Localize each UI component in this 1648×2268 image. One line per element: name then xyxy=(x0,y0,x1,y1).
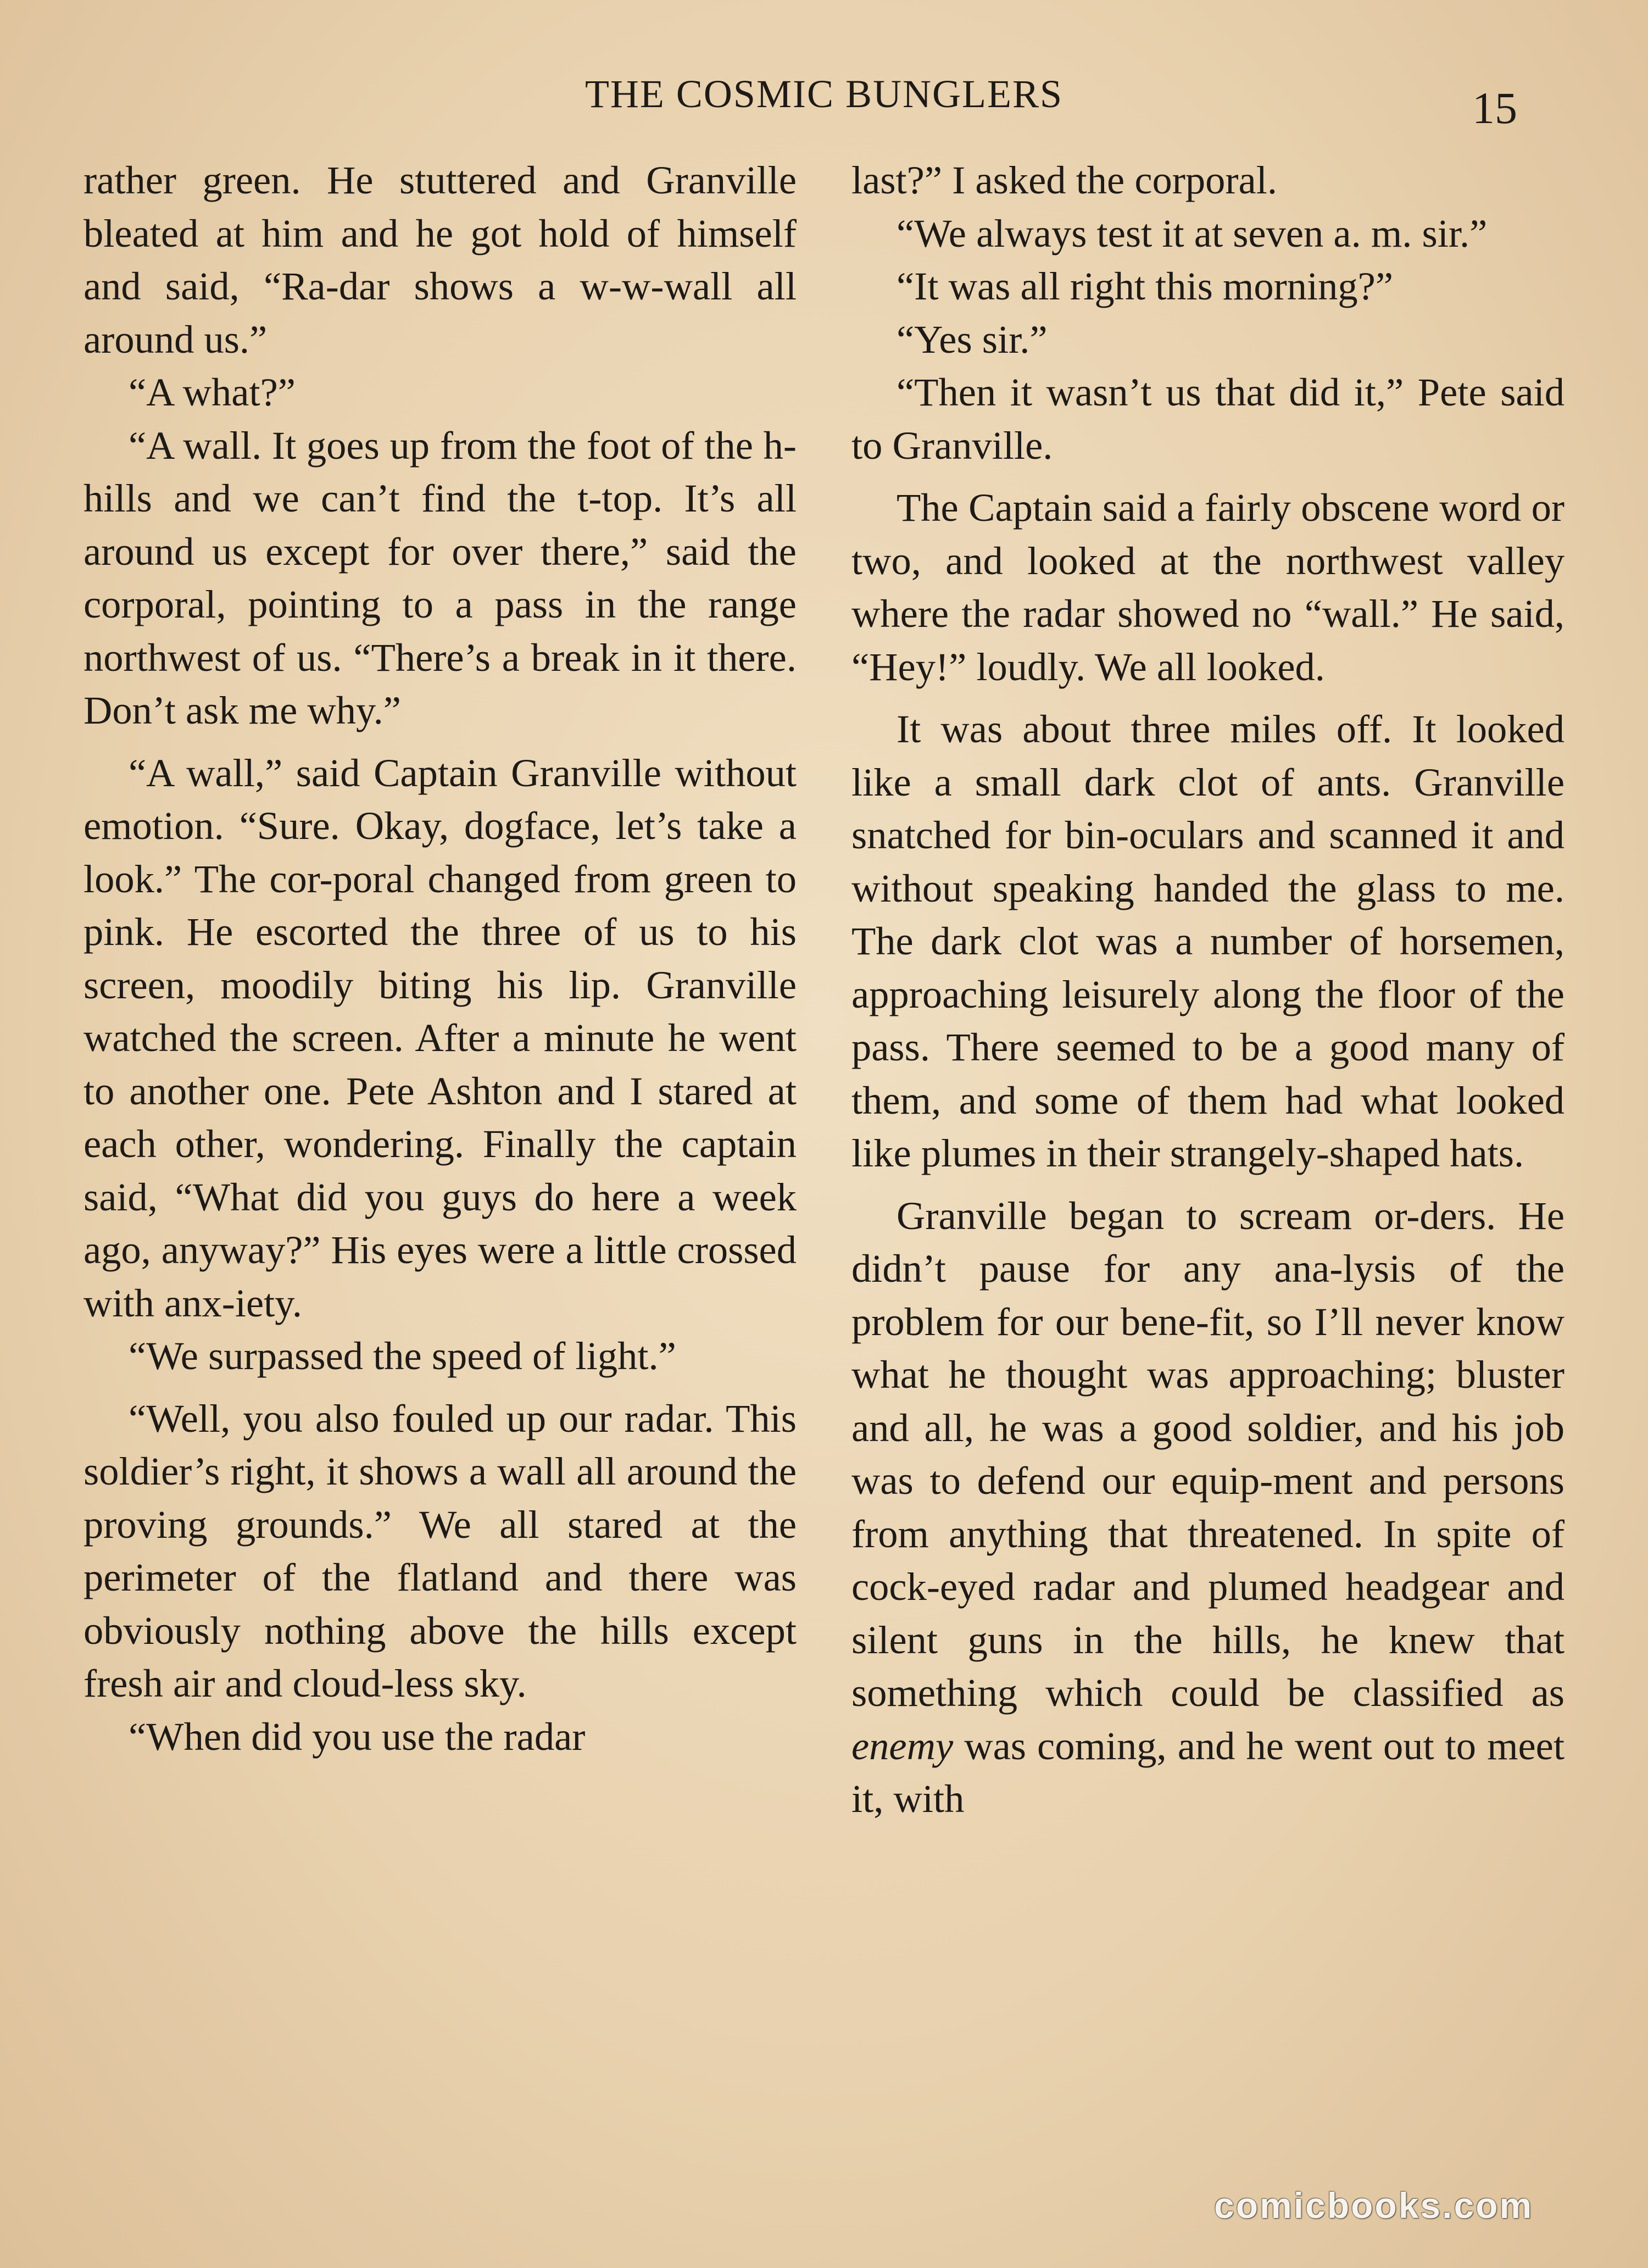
paragraph-text: Granville began to scream or-ders. He didn’t pause for any ana-lysis of the problem for our bene-fit, so I’ll never know what he thought was approaching; bluster and all, he was a good soldier, and his job was to defend our equip-ment and persons from anything that threatened. In spite of cock-eyed radar and plumed headgear and silent guns in the hills, he knew that something which could be classified as xyxy=(851,1193,1565,1715)
emphasis-enemy: enemy xyxy=(851,1723,954,1768)
paragraph: “We surpassed the speed of light.” xyxy=(129,1333,676,1378)
paragraph: “A wall,” said Captain Granville without emotion. “Sure. Okay, dogface, let’s take a look.” The cor-poral changed from green to pink. He escorted the three of us to his screen, moodily biting his lip. Granville watched the screen. After a minute he went to another one. Pete Ashton and I stared at each other, wondering. Finally the captain said, “What did you guys do here a week ago, anyway?” His eyes were a little crossed with anx-iety. xyxy=(83,750,797,1325)
paragraph-tail: was coming, and he went out to meet it, with xyxy=(851,1723,1565,1821)
paragraph: “It was all right this morning?” xyxy=(897,264,1394,308)
paragraph: The Captain said a fairly obscene word or two, and looked at the northwest valley where the radar showed no “wall.” He said, “Hey!” loudly. We all looked. xyxy=(851,485,1565,689)
paragraph: “A wall. It goes up from the foot of the h-hills and we can’t find the t-top. It’s all around us except for over there,” said the corporal, pointing to a pass in the range northwest of us. “There’s a break in it there. Don’t ask me why.” xyxy=(83,423,797,732)
paragraph: “A what?” xyxy=(129,370,296,414)
watermark-logo: comicbooks.com xyxy=(1214,2185,1534,2226)
paragraph: “We always test it at seven a. m. sir.” xyxy=(897,210,1488,255)
paragraph xyxy=(851,1189,1565,1826)
paragraph: rather green. He stuttered and Granville bleated at him and he got hold of himself and said, “Ra-dar shows a w-w-wall all around us.” xyxy=(83,158,797,362)
running-title: THE COSMIC BUNGLERS xyxy=(584,72,1064,116)
paragraph: last?” I asked the corporal. xyxy=(851,158,1277,202)
paragraph: “Yes sir.” xyxy=(897,316,1048,362)
page-number: 15 xyxy=(1472,83,1517,133)
paragraph: “When did you use the radar xyxy=(129,1714,586,1759)
paragraph: “Then it wasn’t us that did it,” Pete said to Granville. xyxy=(851,370,1565,468)
left-column xyxy=(83,154,797,1763)
paragraph: “Well, you also fouled up our radar. This soldier’s right, it shows a wall all around the proving grounds.” We all stared at the perimeter of the flatland and there was obviously nothing above the hills except fresh air and cloud-less sky. xyxy=(83,1396,797,1705)
right-column xyxy=(851,154,1565,1826)
paragraph: It was about three miles off. It looked like a small dark clot of ants. Granville snatched for bin-oculars and scanned it and without speaking handed the glass to me. The dark clot was a number of horsemen, approaching leisurely along the floor of the pass. There seemed to be a good many of them, and some of them had what looked like plumes in their strangely-shaped hats. xyxy=(851,707,1565,1175)
